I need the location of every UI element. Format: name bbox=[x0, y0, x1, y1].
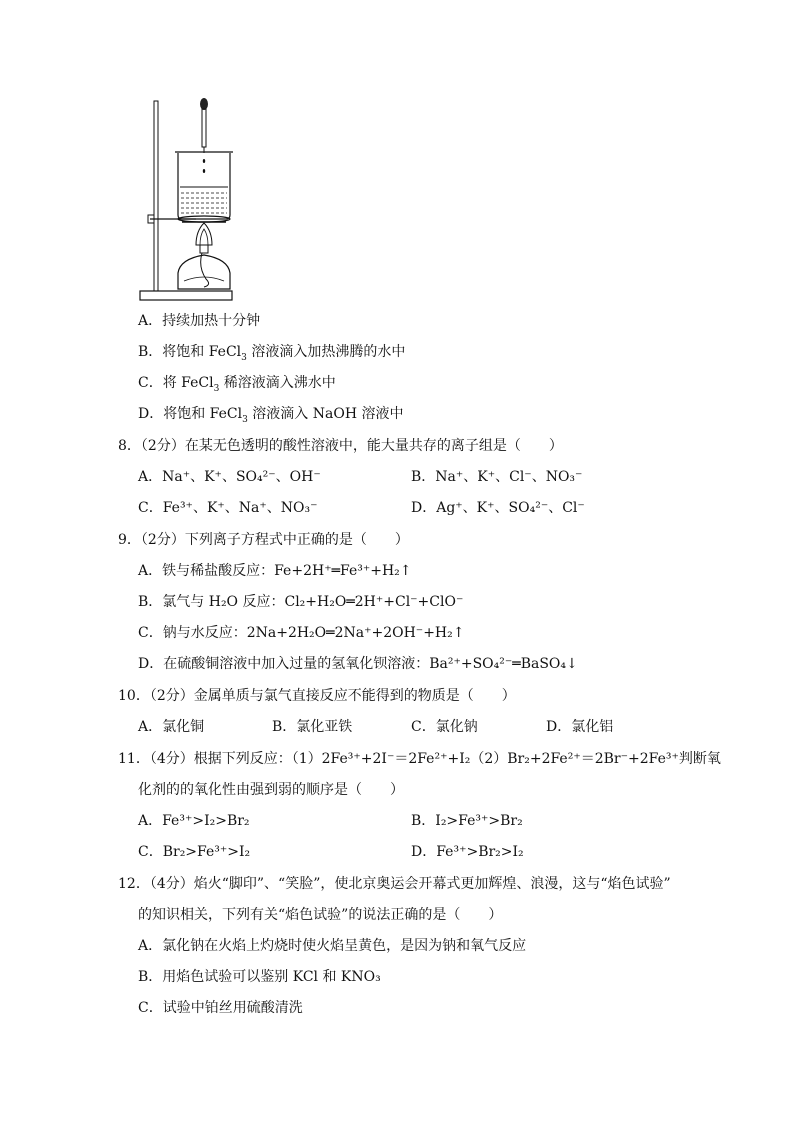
q11-option-a[interactable]: A．Fe³⁺>I₂>Br₂ bbox=[138, 813, 250, 829]
q11-option-b[interactable]: B．I₂>Fe³⁺>Br₂ bbox=[411, 813, 523, 829]
q10-option-c[interactable]: C．氯化钠 bbox=[411, 719, 478, 735]
q8-option-d[interactable]: D．Ag⁺、K⁺、SO₄²⁻、Cl⁻ bbox=[411, 500, 585, 516]
flame bbox=[196, 223, 212, 245]
q12-option-a[interactable]: A．氯化钠在火焰上灼烧时使火焰呈黄色，是因为钠和氧气反应 bbox=[138, 938, 527, 954]
q9-option-a[interactable]: A．铁与稀盐酸反应：Fe+2H⁺═Fe³⁺+H₂↑ bbox=[138, 563, 412, 579]
q10-stem: 10．（2分）金属单质与氯气直接反应不能得到的物质是（ ） bbox=[118, 688, 516, 704]
q11-option-c[interactable]: C．Br₂>Fe³⁺>I₂ bbox=[138, 844, 251, 860]
q9-option-c[interactable]: C．钠与水反应：2Na+2H₂O═2Na⁺+2OH⁻+H₂↑ bbox=[138, 625, 465, 641]
q9-stem: 9．（2分）下列离子方程式中正确的是（ ） bbox=[118, 532, 409, 548]
q7-option-b[interactable]: B．将饱和 FeCl$_3$ 溶液滴入加热沸腾的水中 bbox=[138, 344, 406, 363]
q12-option-c[interactable]: C．试验中铂丝用硫酸清洗 bbox=[138, 1000, 303, 1016]
q12-stem-line2: 的知识相关，下列有关“焰色试验”的说法正确的是（ ） bbox=[138, 907, 503, 923]
q12-stem-line1: 12．（4分）焰火“脚印”、“笑脸”，使北京奥运会开幕式更加辉煌、浪漫，这与“焰色试验” bbox=[118, 876, 671, 892]
q9-option-d[interactable]: D．在硫酸铜溶液中加入过量的氢氧化钡溶液：Ba²⁺+SO₄²⁻═BaSO₄↓ bbox=[138, 656, 578, 672]
q10-option-a[interactable]: A．氯化铜 bbox=[138, 719, 205, 735]
q9-option-b[interactable]: B．氯气与 H₂O 反应：Cl₂+H₂O═2H⁺+Cl⁻+ClO⁻ bbox=[138, 594, 464, 610]
q7-option-c[interactable]: C．将 FeCl$_3$ 稀溶液滴入沸水中 bbox=[138, 375, 336, 394]
q8-option-c[interactable]: C．Fe³⁺、K⁺、Na⁺、NO₃⁻ bbox=[138, 500, 318, 516]
q10-option-d[interactable]: D．氯化铝 bbox=[546, 719, 614, 735]
q10-option-b[interactable]: B．氯化亚铁 bbox=[272, 719, 353, 735]
stand-base bbox=[140, 291, 232, 300]
q11-stem-line1: 11．（4分）根据下列反应：（1）2Fe³⁺+2I⁻＝2Fe²⁺+I₂（2）Br₂+2Fe²⁺＝2Br⁻+2Fe³⁺判断氧 bbox=[118, 751, 721, 767]
stand-rod bbox=[154, 101, 158, 291]
dropper-bulb bbox=[200, 98, 208, 110]
q7-option-d[interactable]: D．将饱和 FeCl$_3$ 溶液滴入 NaOH 溶液中 bbox=[138, 406, 404, 425]
q8-option-a[interactable]: A．Na⁺、K⁺、SO₄²⁻、OH⁻ bbox=[138, 469, 321, 485]
q8-option-b[interactable]: B．Na⁺、K⁺、Cl⁻、NO₃⁻ bbox=[411, 469, 583, 485]
alcohol-lamp bbox=[178, 255, 230, 289]
q12-option-b[interactable]: B．用焰色试验可以鉴别 KCl 和 KNO₃ bbox=[138, 969, 381, 985]
apparatus-drawing bbox=[138, 95, 238, 305]
q11-option-d[interactable]: D．Fe³⁺>Br₂>I₂ bbox=[411, 844, 524, 860]
q8-stem: 8．（2分）在某无色透明的酸性溶液中，能大量共存的离子组是（ ） bbox=[118, 438, 563, 454]
apparatus-figure bbox=[138, 95, 238, 305]
q7-option-a[interactable]: A．持续加热十分钟 bbox=[138, 313, 261, 329]
q11-stem-line2: 化剂的的氧化性由强到弱的顺序是（ ） bbox=[138, 782, 404, 798]
dropper-tube bbox=[202, 109, 206, 147]
